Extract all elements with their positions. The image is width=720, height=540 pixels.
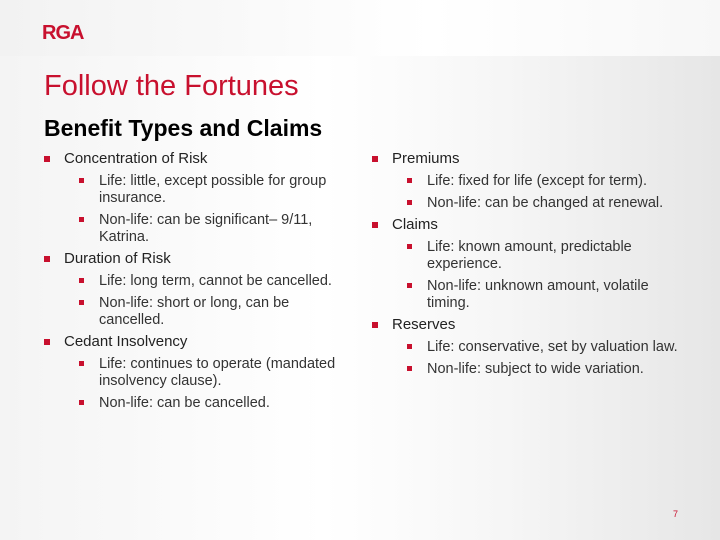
square-bullet-icon (44, 256, 50, 262)
sub-bullet-text: Non-life: short or long, can be cancelled. (99, 295, 290, 328)
square-bullet-icon (372, 322, 378, 328)
square-bullet-icon (407, 244, 412, 249)
sub-bullet-text: Non-life: can be cancelled. (99, 395, 270, 411)
sub-bullet-text: Non-life: subject to wide variation. (427, 361, 644, 377)
header-band (0, 0, 720, 56)
bullet-item (372, 216, 692, 234)
sub-bullet-item (372, 361, 692, 378)
sub-bullet-item (44, 295, 354, 329)
sub-bullet-item (44, 356, 354, 390)
slide-subtitle: Benefit Types and Claims (44, 115, 323, 141)
bullet-item (372, 316, 692, 334)
square-bullet-icon (79, 278, 84, 283)
square-bullet-icon (407, 283, 412, 288)
square-bullet-icon (44, 339, 50, 345)
sub-bullet-text: Non-life: can be changed at renewal. (427, 195, 664, 211)
sub-bullet-text: Non-life: can be significant– 9/11, Katrina. (99, 212, 313, 245)
sub-bullet-text: Life: long term, cannot be cancelled. (99, 273, 332, 289)
sub-bullet-item (44, 212, 354, 246)
square-bullet-icon (372, 156, 378, 162)
sub-bullet-text: Life: known amount, predictable experience. (427, 239, 632, 272)
square-bullet-icon (79, 400, 84, 405)
bullet-label: Duration of Risk (64, 250, 171, 267)
sub-bullet-item (372, 339, 692, 356)
square-bullet-icon (407, 178, 412, 183)
rga-logo: RGA (42, 22, 84, 44)
sub-bullet-text: Life: conservative, set by valuation law. (427, 339, 678, 355)
left-column (44, 150, 354, 412)
square-bullet-icon (44, 156, 50, 162)
sub-bullet-item (44, 173, 354, 207)
square-bullet-icon (407, 366, 412, 371)
bullet-label: Cedant Insolvency (64, 333, 188, 350)
sub-bullet-text: Life: little, except possible for group insurance. (99, 173, 327, 206)
sub-bullet-item (44, 395, 354, 412)
bullet-item (44, 150, 354, 168)
square-bullet-icon (79, 217, 84, 222)
square-bullet-icon (407, 344, 412, 349)
sub-bullet-text: Non-life: unknown amount, volatile timing. (427, 278, 649, 311)
sub-bullet-item (372, 173, 692, 190)
square-bullet-icon (79, 361, 84, 366)
square-bullet-icon (372, 222, 378, 228)
square-bullet-icon (407, 200, 412, 205)
sub-bullet-item (372, 195, 692, 212)
sub-bullet-text: Life: fixed for life (except for term). (427, 173, 647, 189)
sub-bullet-text: Life: continues to operate (mandated insolvency clause). (99, 356, 336, 389)
page-number: 7 (673, 509, 679, 519)
square-bullet-icon (79, 300, 84, 305)
sub-bullet-item (44, 273, 354, 290)
bullet-label: Concentration of Risk (64, 150, 208, 167)
square-bullet-icon (79, 178, 84, 183)
bullet-label: Claims (392, 216, 438, 233)
bullet-label: Premiums (392, 150, 460, 167)
slide-title: Follow the Fortunes (44, 70, 299, 102)
bullet-item (44, 333, 354, 351)
bullet-item (372, 150, 692, 168)
bullet-item (44, 250, 354, 268)
sub-bullet-item (372, 239, 692, 273)
bullet-label: Reserves (392, 316, 456, 333)
right-column (372, 150, 692, 378)
sub-bullet-item (372, 278, 692, 312)
